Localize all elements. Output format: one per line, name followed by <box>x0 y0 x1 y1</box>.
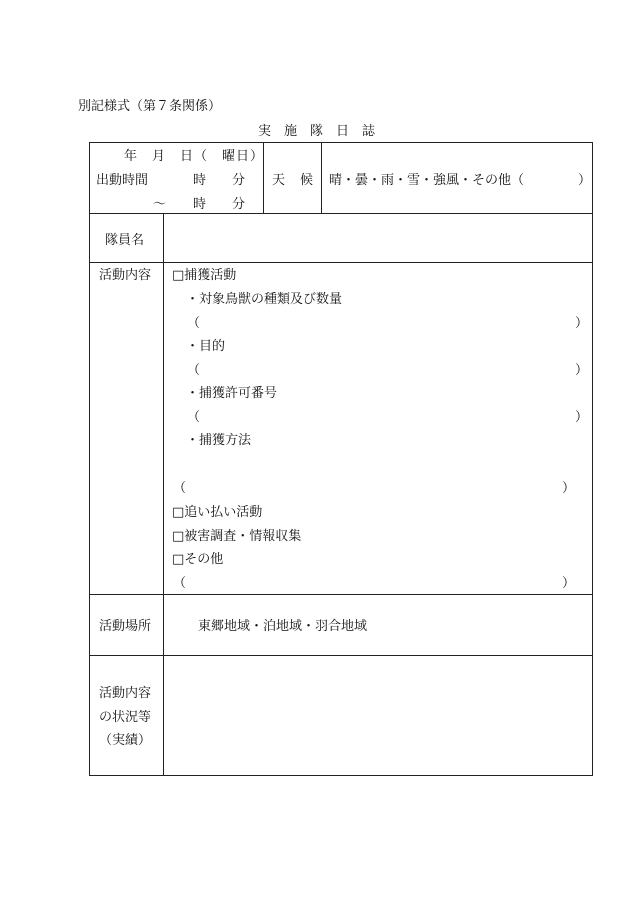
dispatch-time-label: 出動時間 <box>96 173 149 188</box>
form-label: 別記様式（第７条関係） <box>78 99 222 114</box>
paren-open: （ <box>187 363 201 378</box>
paren-open: （ <box>187 316 201 331</box>
date-line: 年 月 日（ 曜日） <box>124 149 265 164</box>
end-minute-unit: 分 <box>232 197 246 212</box>
results-label-line-3: （実績） <box>99 733 152 748</box>
row-divider <box>89 594 593 595</box>
capture-item-purpose: ・目的 <box>186 339 226 354</box>
weather-label: 天 候 <box>272 173 315 188</box>
paren-open: （ <box>187 410 201 425</box>
paren-open: （ <box>173 576 187 591</box>
weather-options: 晴・曇・雨・雪・強風・その他（ <box>329 173 525 188</box>
results-label-line-2: の状況等 <box>99 710 152 725</box>
paren-close: ） <box>575 316 589 331</box>
capture-item-species: ・対象鳥獣の種類及び数量 <box>186 292 343 307</box>
label-column-divider <box>163 213 164 776</box>
other-activity-checkbox: □その他 <box>172 552 224 567</box>
row-divider <box>89 213 593 214</box>
paren-close: ） <box>575 363 589 378</box>
capture-item-method: ・捕獲方法 <box>186 433 252 448</box>
paren-close: ） <box>562 481 576 496</box>
capture-activity-checkbox: □捕獲活動 <box>172 268 237 283</box>
row-divider <box>89 262 593 263</box>
form-title: 実 施 隊 日 誌 <box>258 124 376 139</box>
weather-options-divider <box>321 142 322 213</box>
capture-item-permit-number: ・捕獲許可番号 <box>186 386 278 401</box>
start-minute-unit: 分 <box>232 173 246 188</box>
start-hour-unit: 時 <box>193 173 207 188</box>
members-label: 隊員名 <box>105 233 145 248</box>
end-hour-unit: 時 <box>193 197 207 212</box>
location-value: 東郷地域・泊地域・羽合地域 <box>198 619 368 634</box>
paren-close: ） <box>562 576 576 591</box>
damage-survey-checkbox: □被害調査・情報収集 <box>172 529 302 544</box>
row-divider <box>89 655 593 656</box>
weather-paren-close: ） <box>578 173 592 188</box>
paren-open: （ <box>173 481 187 496</box>
paren-close: ） <box>575 410 589 425</box>
log-table <box>89 142 593 776</box>
location-label: 活動場所 <box>99 619 152 634</box>
repel-activity-checkbox: □追い払い活動 <box>172 505 263 520</box>
results-label-line-1: 活動内容 <box>99 686 152 701</box>
time-range-separator: ～ <box>153 197 167 212</box>
activity-label: 活動内容 <box>99 268 152 283</box>
